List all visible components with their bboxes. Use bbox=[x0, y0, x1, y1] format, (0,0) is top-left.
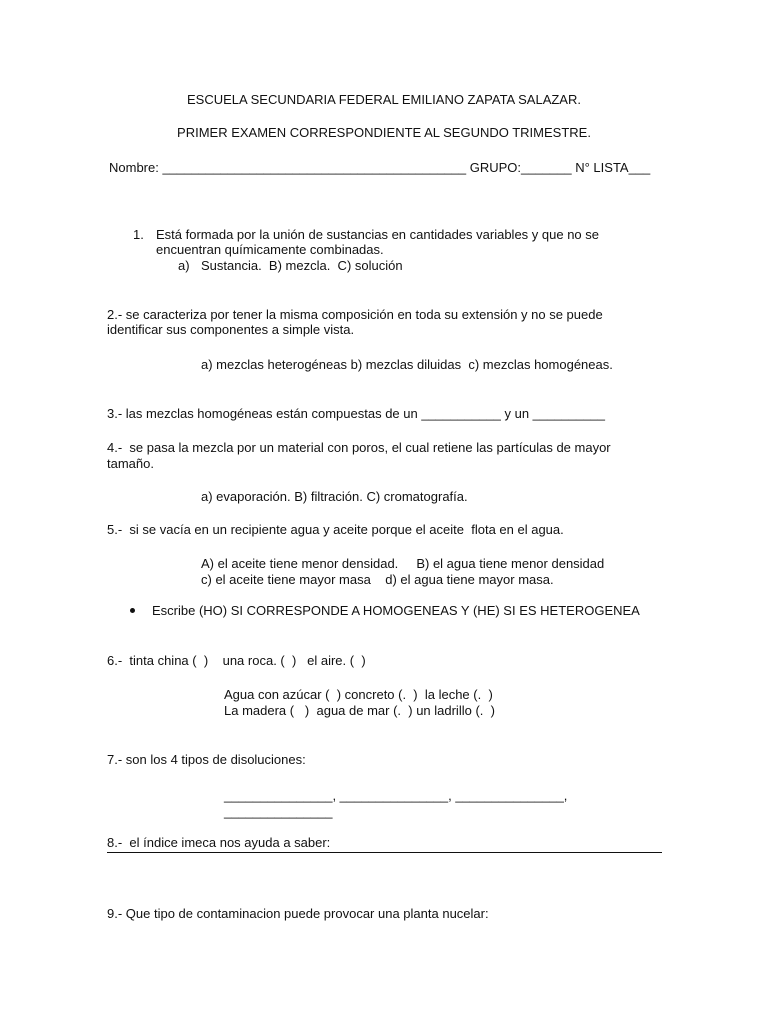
q8-answer-line bbox=[107, 852, 662, 853]
school-name: ESCUELA SECUNDARIA FEDERAL EMILIANO ZAPATA SALAZAR. bbox=[187, 92, 581, 107]
q1-text-line2: encuentran químicamente combinadas. bbox=[156, 242, 384, 257]
q4-options: a) evaporación. B) filtración. C) cromatografía. bbox=[201, 489, 468, 504]
q5-text: 5.- si se vacía en un recipiente agua y aceite porque el aceite flota en el agua. bbox=[107, 522, 564, 537]
q1-number: 1. bbox=[133, 227, 144, 242]
q1-options-marker: a) bbox=[178, 258, 190, 273]
q5-options-line1: A) el aceite tiene menor densidad. B) el agua tiene menor densidad bbox=[201, 556, 605, 571]
q7-blanks-line1: _______________, _______________, _______________, bbox=[224, 788, 568, 803]
instruction-text: Escribe (HO) SI CORRESPONDE A HOMOGENEAS Y (HE) SI ES HETEROGENEA bbox=[152, 603, 640, 618]
q5-options-line2: c) el aceite tiene mayor masa d) el agua tiene mayor masa. bbox=[201, 572, 554, 587]
q4-text-line2: tamaño. bbox=[107, 456, 154, 471]
exam-title: PRIMER EXAMEN CORRESPONDIENTE AL SEGUNDO TRIMESTRE. bbox=[177, 125, 591, 140]
q8-text: 8.- el índice imeca nos ayuda a saber: bbox=[107, 835, 331, 850]
q4-text-line1: 4.- se pasa la mezcla por un material con poros, el cual retiene las partículas de mayor bbox=[107, 440, 611, 455]
q1-options: Sustancia. B) mezcla. C) solución bbox=[201, 258, 403, 273]
q9-text: 9.- Que tipo de contaminacion puede provocar una planta nucelar: bbox=[107, 906, 489, 921]
q2-options: a) mezclas heterogéneas b) mezclas diluidas c) mezclas homogéneas. bbox=[201, 357, 613, 372]
q6-line3: La madera ( ) agua de mar (. ) un ladrillo (. ) bbox=[224, 703, 495, 718]
name-group-list-line: Nombre: __________________________________________ GRUPO:_______ N° LISTA___ bbox=[109, 160, 651, 175]
q7-blanks-line2: _______________ bbox=[224, 804, 333, 819]
q2-text-line2: identificar sus componentes a simple vista. bbox=[107, 322, 355, 337]
q6-line2: Agua con azúcar ( ) concreto (. ) la leche (. ) bbox=[224, 687, 493, 702]
q1-text-line1: Está formada por la unión de sustancias en cantidades variables y que no se bbox=[156, 227, 599, 242]
bullet-icon bbox=[130, 608, 135, 613]
q3-text: 3.- las mezclas homogéneas están compuestas de un ___________ y un __________ bbox=[107, 406, 605, 421]
q6-line1: 6.- tinta china ( ) una roca. ( ) el aire. ( ) bbox=[107, 653, 366, 668]
q7-text: 7.- son los 4 tipos de disoluciones: bbox=[107, 752, 306, 767]
q2-text-line1: 2.- se caracteriza por tener la misma composición en toda su extensión y no se puede bbox=[107, 307, 603, 322]
